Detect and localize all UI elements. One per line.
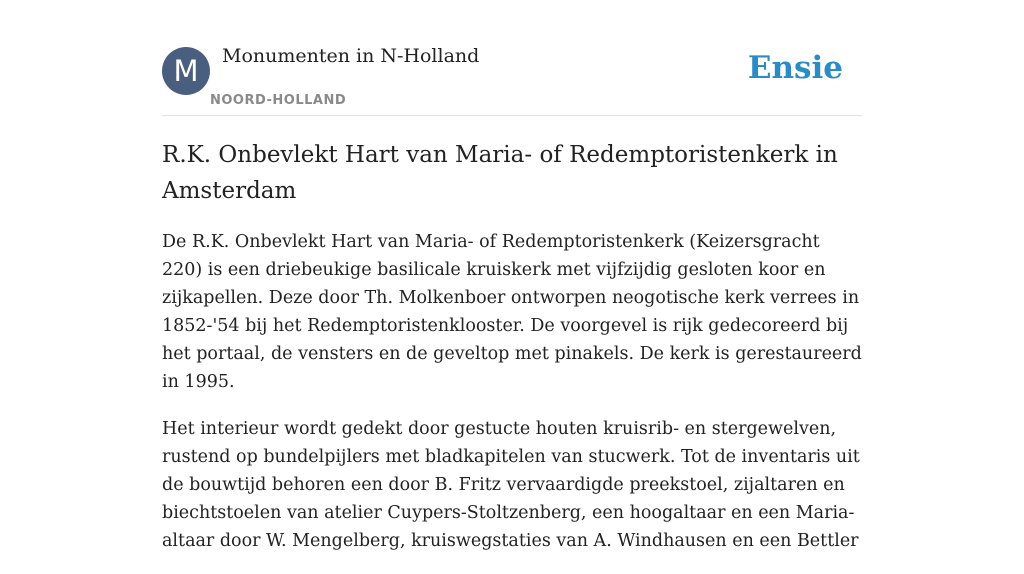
channel-title-link[interactable]: Monumenten in N-Holland [222, 45, 480, 67]
content-column [162, 0, 862, 551]
article-paragraph: Het interieur wordt gedekt door gestucte houten kruisrib- en stergewelven, rustend op bundelpijlers met bladkapitelen van stucwerk. Tot de inventaris uit de bouwtijd behoren een door B. Fritz vervaardigde preekstoel, zijaltaren en biechtstoelen van atelier Cuypers-Stoltzenberg, een hoogaltaar en een Maria-altaar door W. Mengelberg, kruiswegstaties van A. Windhausen en een Bettler [162, 419, 860, 551]
ensie-logo[interactable]: Ensie [747, 50, 843, 86]
channel-category-link[interactable]: NOORD-HOLLAND [210, 93, 347, 108]
article-title: R.K. Onbevlekt Hart van Maria- of Redemptoristenkerk in Amsterdam [162, 142, 838, 204]
article-paragraph: De R.K. Onbevlekt Hart van Maria- of Redemptoristenkerk (Keizersgracht 220) is een driebeukige basilicale kruiskerk met vijfzijdig gesloten koor en zijkapellen. Deze door Th. Molkenboer ontworpen neogotische kerk verrees in 1852-'54 bij het Redemptoristenklooster. De voorgevel is rijk gedecoreerd bij het portaal, de vensters en de geveltop met pinakels. De kerk is gerestaureerd in 1995. [162, 232, 862, 392]
article-body [162, 228, 862, 574]
avatar[interactable]: M [162, 47, 210, 95]
header [162, 0, 862, 116]
